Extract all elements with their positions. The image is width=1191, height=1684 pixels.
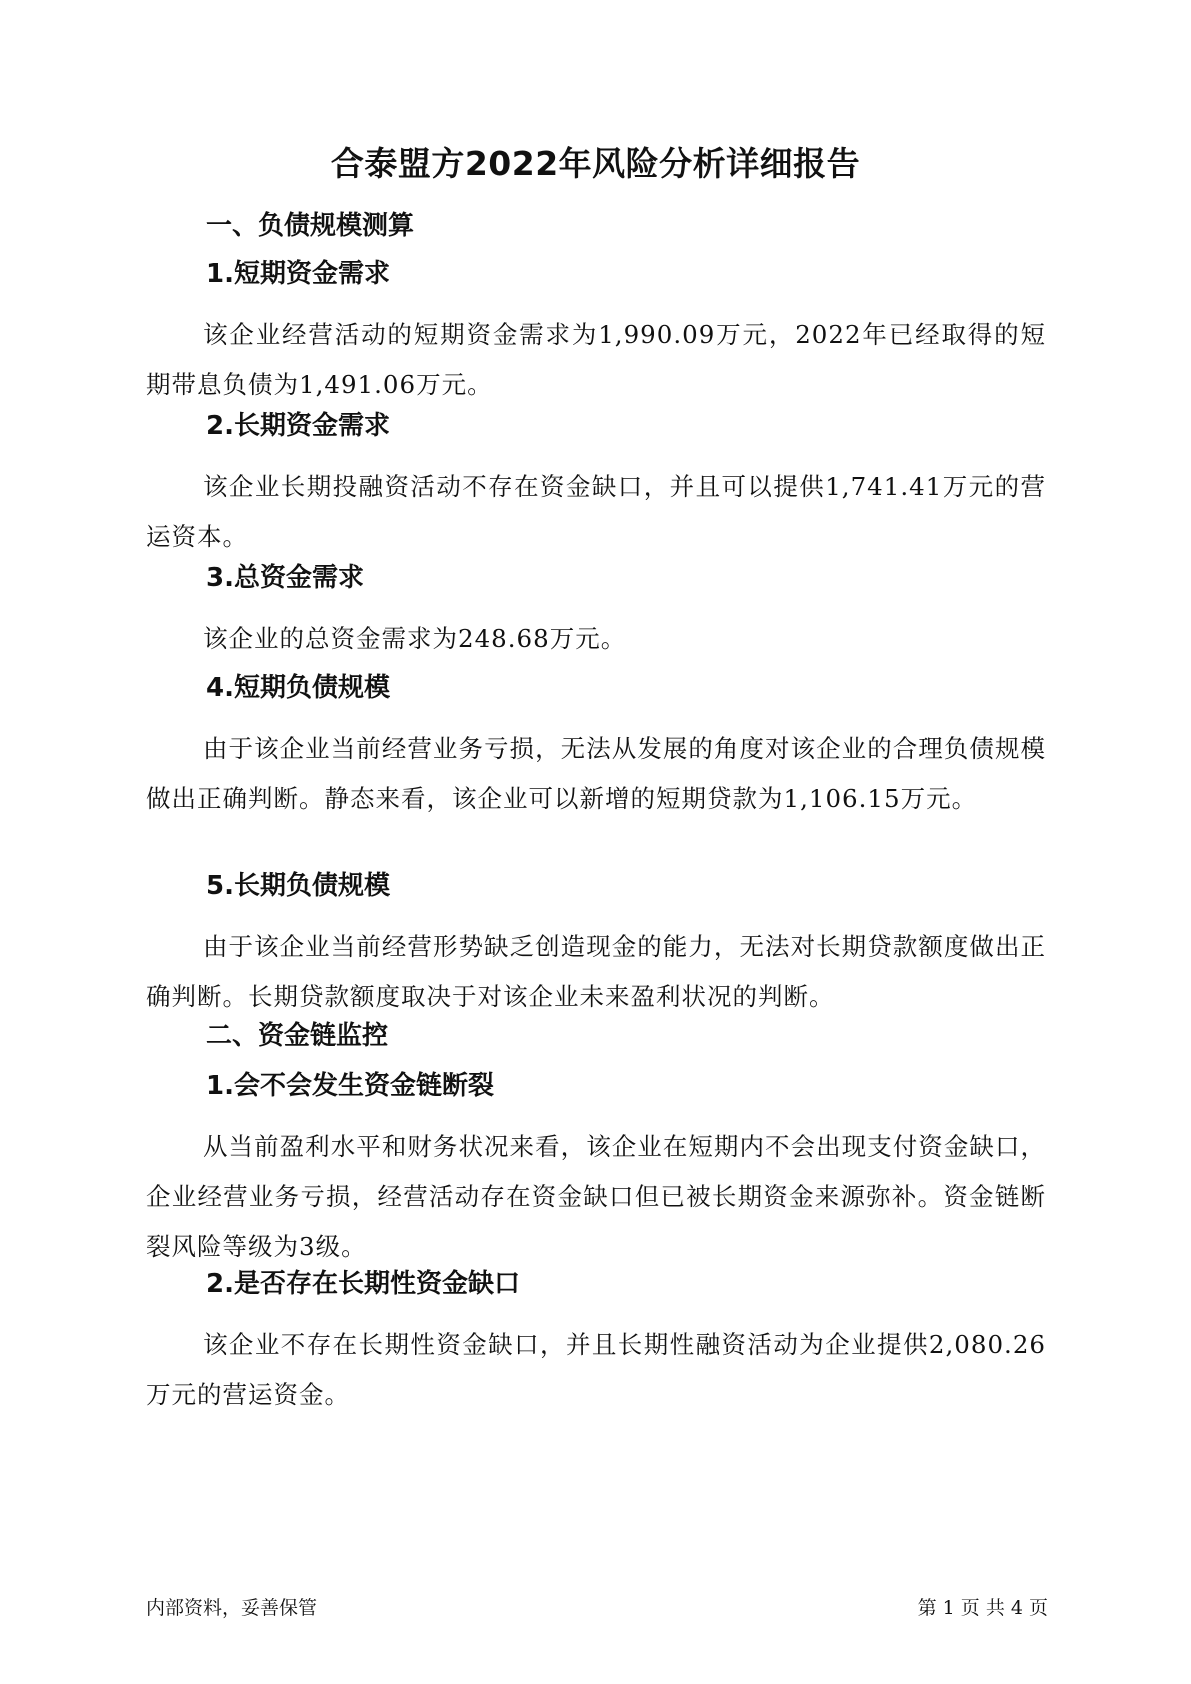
- section-heading-fund-chain-monitoring: 二、资金链监控: [206, 1021, 389, 1051]
- footer-page-number: 第 1 页 共 4 页: [917, 1597, 1048, 1619]
- footer-confidential-note: 内部资料，妥善保管: [146, 1597, 318, 1619]
- paragraph-long-term-debt-scale: 由于该企业当前经营形势缺乏创造现金的能力，无法对长期贷款额度做出正确判断。长期贷款额度取决于对该企业未来盈利状况的判断。: [146, 932, 1046, 1011]
- subheading-long-term-fund-gap: 2.是否存在长期性资金缺口: [206, 1269, 520, 1299]
- subheading-long-term-debt-scale: 5.长期负债规模: [206, 871, 390, 901]
- paragraph-long-term-fund-gap: 该企业不存在长期性资金缺口，并且长期性融资活动为企业提供2,080.26万元的营运资金。: [146, 1330, 1046, 1409]
- subheading-fund-chain-break: 1.会不会发生资金链断裂: [206, 1071, 494, 1101]
- paragraph-short-term-fund-demand: 该企业经营活动的短期资金需求为1,990.09万元，2022年已经取得的短期带息负债为1,491.06万元。: [146, 320, 1046, 399]
- document-title: 合泰盟方2022年风险分析详细报告: [330, 144, 861, 183]
- section-heading-debt-scale: 一、负债规模测算: [206, 211, 415, 241]
- paragraph-long-term-fund-demand: 该企业长期投融资活动不存在资金缺口，并且可以提供1,741.41万元的营运资本。: [146, 472, 1046, 551]
- paragraph-fund-chain-break: 从当前盈利水平和财务状况来看，该企业在短期内不会出现支付资金缺口，企业经营业务亏损，经营活动存在资金缺口但已被长期资金来源弥补。资金链断裂风险等级为3级。: [146, 1132, 1046, 1261]
- subheading-total-fund-demand: 3.总资金需求: [206, 563, 364, 593]
- subheading-long-term-fund-demand: 2.长期资金需求: [206, 411, 390, 441]
- paragraph-short-term-debt-scale: 由于该企业当前经营业务亏损，无法从发展的角度对该企业的合理负债规模做出正确判断。静态来看，该企业可以新增的短期贷款为1,106.15万元。: [146, 734, 1046, 813]
- subheading-short-term-debt-scale: 4.短期负债规模: [206, 673, 390, 703]
- paragraph-total-fund-demand: 该企业的总资金需求为248.68万元。: [203, 624, 627, 653]
- subheading-short-term-fund-demand: 1.短期资金需求: [206, 259, 390, 289]
